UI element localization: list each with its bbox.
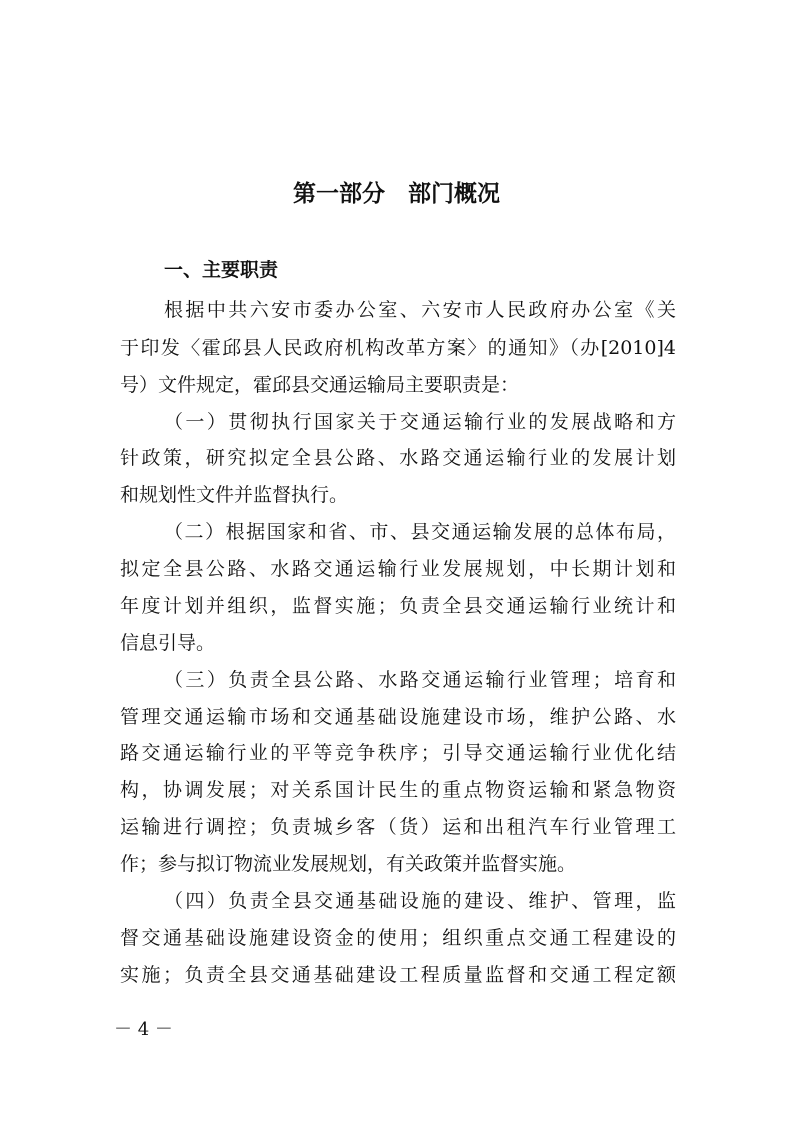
- paragraph-line: 路交通运输行业的平等竞争秩序；引导交通运输行业优化结: [120, 742, 676, 764]
- paragraph-line: 于印发〈霍邱县人民政府机构改革方案〉的通知》（办[2010]4: [120, 337, 676, 359]
- paragraph-line: 运输进行调控；负责城乡客（货）运和出租汽车行业管理工: [120, 816, 676, 838]
- paragraph-line: （二）根据国家和省、市、县交通运输发展的总体布局，: [164, 521, 676, 543]
- paragraph-line: 针政策，研究拟定全县公路、水路交通运输行业的发展计划: [120, 447, 676, 469]
- paragraph-line: 构，协调发展；对关系国计民生的重点物资运输和紧急物资: [120, 779, 676, 801]
- paragraph-line: （三）负责全县公路、水路交通运输行业管理；培育和: [164, 669, 676, 691]
- paragraph-line: 作；参与拟订物流业发展规划，有关政策并监督实施。: [120, 853, 577, 875]
- paragraph-line: 督交通基础设施建设资金的使用；组织重点交通工程建设的: [120, 927, 676, 949]
- paragraph-line: （一）贯彻执行国家关于交通运输行业的发展战略和方: [164, 411, 676, 433]
- page-title: 第一部分 部门概况: [293, 181, 500, 207]
- paragraph-line: 年度计划并组织，监督实施；负责全县交通运输行业统计和: [120, 595, 676, 617]
- paragraph-line: 拟定全县公路、水路交通运输行业发展规划，中长期计划和: [120, 558, 676, 580]
- page-number: － 4 －: [114, 1019, 173, 1040]
- section-heading: 一、主要职责: [164, 259, 279, 281]
- paragraph-line: 实施；负责全县交通基础建设工程质量监督和交通工程定额: [120, 964, 676, 986]
- paragraph-line: 根据中共六安市委办公室、六安市人民政府办公室《关: [164, 299, 676, 321]
- paragraph-line: 号）文件规定，霍邱县交通运输局主要职责是：: [120, 374, 520, 396]
- paragraph-line: 管理交通运输市场和交通基础设施建设市场，维护公路、水: [120, 706, 676, 728]
- paragraph-line: 信息引导。: [120, 632, 216, 654]
- paragraph-line: 和规划性文件并监督执行。: [120, 484, 349, 506]
- paragraph-line: （四）负责全县交通基础设施的建设、维护、管理，监: [164, 890, 676, 912]
